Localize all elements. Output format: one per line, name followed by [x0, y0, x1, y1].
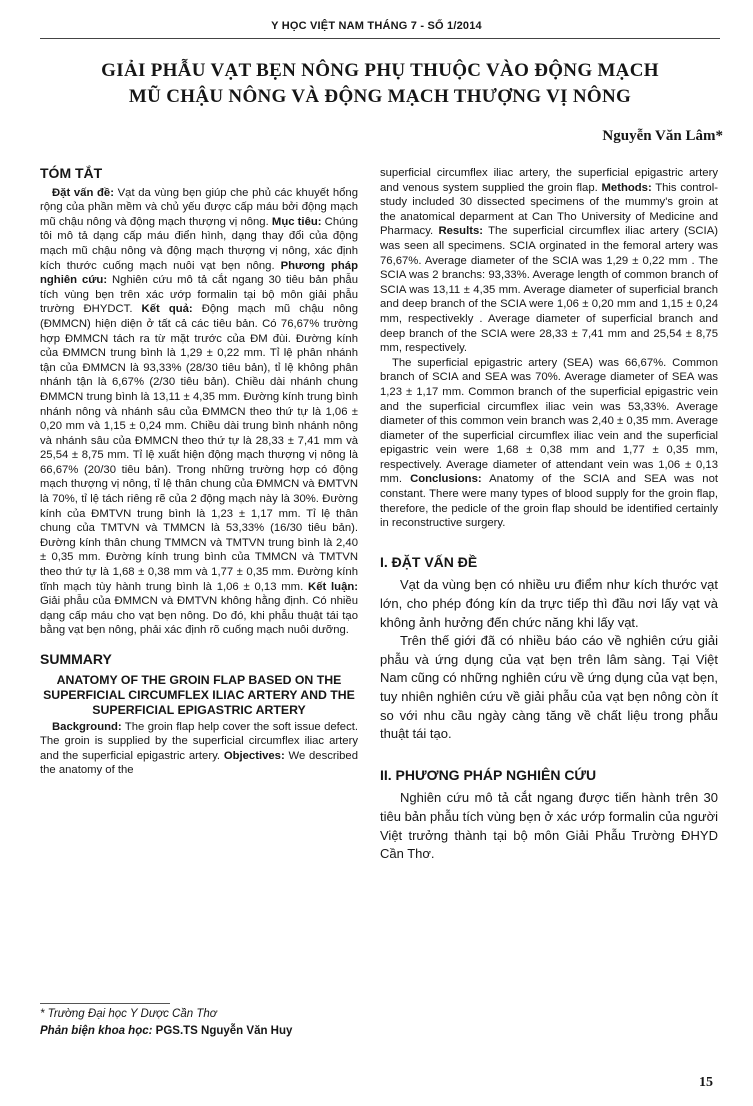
section-1-paragraph-1: Vạt da vùng bẹn có nhiều ưu điểm như kích thước vạt lớn, cho phép đóng kín da trực tiếp thì đầu nơi lấy vạt và không ảnh hưởng đến chức năng khi lấy vạt.	[380, 577, 718, 630]
label-ket-luan: Kết luận:	[308, 580, 359, 593]
label-conclusions: Conclusions:	[410, 473, 482, 486]
text-ket-luan: Giải phẫu của ĐMMCN và ĐMTVN không hằng định. Có nhiều dạng cấp máu cho vạt bẹn nông. Do đó, khi phẫu thuật tái tạo bằng vạt bẹn nông, phải xác định rõ cuống mạch nuôi dưỡng.	[40, 595, 358, 637]
label-background: Background:	[52, 720, 122, 733]
title-line-2: MŨ CHẬU NÔNG VÀ ĐỘNG MẠCH THƯỢNG VỊ NÔNG	[128, 86, 632, 107]
label-objectives: Objectives:	[223, 749, 285, 762]
section-1	[380, 553, 718, 744]
section-2	[380, 766, 718, 864]
summary-abstract-part1	[40, 720, 358, 778]
title-line-1: GIẢI PHẪU VẠT BẸN NÔNG PHỤ THUỘC VÀO ĐỘNG MẠCH	[101, 60, 659, 81]
footnote-rule	[40, 1003, 170, 1004]
text-muc-tieu: Chúng tôi mô tả dạng cấp máu điển hình, dạng thay đổi của động mạch mũ chậu nông và động mạch thượng vị nông, xác định kích thước cuống mạch nuôi vạt bẹn nông.	[40, 215, 358, 272]
label-phuong-phap: Phương pháp nghiên cứu:	[40, 259, 358, 287]
text-objectives-start: We described the anatomy of the	[40, 749, 358, 777]
summary-abstract-part3	[380, 356, 718, 531]
text-methods: This control-study included 30 dissected specimens of the mummy's groin at the anatomical deparment at Can Tho University of Medicine and Pharmacy.	[380, 181, 718, 238]
section-1-paragraph-2: Trên thế giới đã có nhiều báo cáo về nghiên cứu giải phẫu và ứng dụng của vạt bẹn trên lâm sàng. Tại Việt Nam cũng có những nghiên cứu về ứng dụng của vạt bẹn, tuy nhiên nghiên cứu về giải phẫu của vạt bẹn nông còn ít so với nhu cầu ngày càng tăng về chất liệu trong phẫu thuật tái tạo.	[380, 633, 718, 742]
footnote-reviewer-label: Phản biện khoa học:	[40, 1025, 153, 1037]
text-phuong-phap: Nghiên cứu mô tả cắt ngang 30 tiêu bản phẫu tích vùng bẹn trên xác ướp formalin tại bộ môn giải phẫu trường ĐHYDCT.	[40, 274, 358, 316]
author: Nguyễn Văn Lâm*	[602, 128, 723, 144]
header-rule	[40, 38, 720, 39]
text-ket-qua: Động mạch mũ chậu nông (ĐMMCN) hiện diện ở tất cả các tiêu bản. Có 76,67% trường hợp ĐMMCN tách ra từ mặt trước của ĐM đùi. Đường kính của ĐMMCN trung bình là 1,29 ± 0,22 mm. Tỉ lệ phân nhánh tận của ĐMMCN là 93,33% (28/30 tiêu bản), tỉ lệ không phân nhánh tận là 6,67% (2/30 tiêu bản). Chiều dài nhánh chung ĐMMCN trung bình là 13,11 ± 4,35 mm. Đường kính trung bình nhánh nông và nhánh sâu của ĐMMCN theo thứ tự là 1,06 ± 0,20 mm và 1,15 ± 0,24 mm. Chiều dài trung bình nhánh nông và nhánh sâu của ĐMMCN theo thứ tự là 28,33 ± 7,41 mm và 25,54 ± 8,75 mm. Tỉ lệ xuất hiện động mạch thượng vị nông là 66,67% (20/30 tiêu bản). Trong những trường hợp có động mạch thượng vị nông, tỉ lệ thân chung của ĐMMCN và ĐMTVN là 70%, tỉ lệ tách riêng rẽ của 2 động mạch này là 30%. Đường kính của ĐMTVN trung bình là 1,23 ± 1,17 mm. Tỉ lệ thân chung của TMTVN và TMMCN là 53,33% (16/30 tiêu bản). Đường kính thân chung TMMCN và TMTVN trung bình là 2,40 ± 0,35 mm. Đường kính trung bình của TMMCN và TMTVN theo thứ tự là 1,68 ± 0,38 mm và 1,77 ± 0,35 mm. Đường kính tĩnh mạch tùy hành trung bình là 1,06 ± 0,13 mm.	[40, 303, 358, 593]
footnote-reviewer	[40, 1023, 358, 1040]
footnotes	[40, 1006, 358, 1040]
summary-heading: SUMMARY	[40, 651, 112, 667]
right-column	[380, 166, 718, 864]
tomtat-heading: TÓM TẮT	[40, 165, 103, 181]
footnote-affiliation: * Trường Đại học Y Dược Cần Thơ	[40, 1008, 217, 1020]
text-conclusions: Anatomy of the SCIA and SEA was not constant. There were many types of blood supply for the groin flap, therefore, the pedicle of the groin flap should be identified certainly in reconstructive surgery.	[380, 473, 718, 530]
label-ket-qua: Kết quả:	[141, 303, 193, 316]
tomtat-abstract	[40, 186, 358, 638]
label-dat-van-de: Đặt vấn đề:	[52, 186, 114, 199]
summary-title: ANATOMY OF THE GROIN FLAP BASED ON THE SUPERFICIAL CIRCUMFLEX ILIAC ARTERY AND THE SUPERFICIAL EPIGASTRIC ARTERY	[43, 672, 355, 717]
text-background: The groin flap help cover the soft issue defect. The groin is supplied by the superficial circumflex iliac artery and the superficial epigastric artery.	[40, 720, 358, 762]
text-results: The superficial circumflex iliac artery (SCIA) was seen all specimens. SCIA orginated in the femoral artery was 76,67%. Average diameter of the SCIA was 1,29 ± 0,22 mm . The SCIA was 2 branchs: 93,33%. Average length of common branch of SCIA was 13,11 ± 4,35 mm. Average diameter of superficial branch and deep branch of the SCIA were 1,06 ± 0,20 mm and 1,15 ± 0,24 mm, respectivekly . Average diameter of superficial branch and deep branch of the SCIA were 28,33 ± 7,41 mm and 25,54 ± 8,75 mm, respectively.	[380, 225, 718, 355]
left-column	[40, 166, 358, 778]
section-2-paragraph-1: Nghiên cứu mô tả cắt ngang được tiến hành trên 30 tiêu bản phẫu tích vùng bẹn ở xác ướp formalin của người Việt trưởng thành tại bộ môn Giải Phẫu Trường ĐHYD Cần Thơ.	[380, 790, 718, 862]
label-results: Results:	[438, 225, 484, 238]
footnote-reviewer-name: PGS.TS Nguyễn Văn Huy	[152, 1025, 293, 1037]
text-objectives-end: superficial circumflex iliac artery, the superficial epigastric artery and venous system supplied the groin flap.	[380, 167, 718, 194]
section-2-heading: II. PHƯƠNG PHÁP NGHIÊN CỨU	[380, 766, 597, 783]
section-1-heading: I. ĐẶT VẤN ĐỀ	[380, 553, 478, 570]
label-methods: Methods:	[601, 181, 652, 194]
text-results-sea: The superficial epigastric artery (SEA) was 66,67%. Common branch of SCIA and SEA was 70%. Average diameter of SEA was 1,23 ± 1,17 mm. Common branch of the superficial epigastric vein and the superficial circumflex iliac vein was 53,33%. Average diameter of this common vein branch was 2,40 ± 0,35 mm. Average diameter of the superficial circumflex iliac vein and the superficial epigastric vein were 1,68 ± 0,38 mm and 1,77 ± 0,35 mm, respectively. Average diameter of attendant vein was 1,06 ± 0,13 mm.	[380, 356, 718, 486]
journal-header: Y HỌC VIỆT NAM THÁNG 7 - SỐ 1/2014	[271, 20, 482, 32]
page-number: 15	[699, 1075, 713, 1090]
text-dat-van-de: Vạt da vùng bẹn giúp che phủ các khuyết hổng rộng của phần mềm và chủ yếu được cấp máu bởi động mạch mũ chậu nông và động mạch thượng vị nông.	[40, 186, 358, 228]
summary-abstract-part2	[380, 166, 718, 356]
label-muc-tieu: Mục tiêu:	[271, 215, 322, 228]
article-title	[40, 58, 720, 110]
